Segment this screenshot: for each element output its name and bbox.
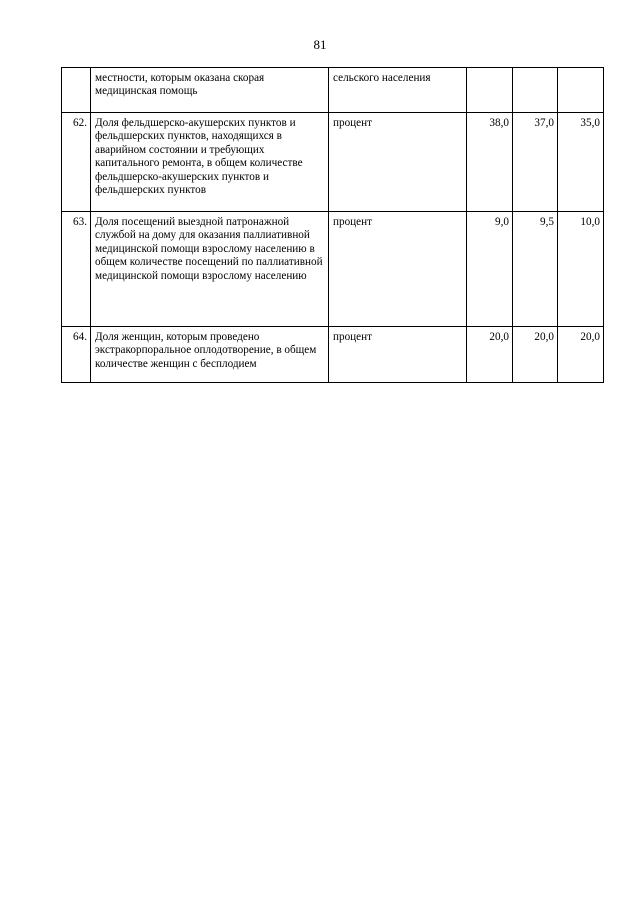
- value-year-1: 38,0: [467, 113, 513, 212]
- value-year-3: 35,0: [558, 113, 604, 212]
- value-year-3: [558, 68, 604, 113]
- row-number: 62.: [62, 113, 91, 212]
- unit-cell: процент: [329, 327, 467, 383]
- value-year-3: 10,0: [558, 212, 604, 327]
- value-year-1: 9,0: [467, 212, 513, 327]
- unit-cell: процент: [329, 212, 467, 327]
- page-number: 81: [313, 37, 327, 52]
- value-year-2: 37,0: [513, 113, 558, 212]
- value-year-1: [467, 68, 513, 113]
- table-row: [62, 113, 604, 212]
- unit-cell: процент: [329, 113, 467, 212]
- row-number: [62, 68, 91, 113]
- indicator-name: местности, которым оказана скорая медицинская помощь: [91, 68, 329, 113]
- value-year-1: 20,0: [467, 327, 513, 383]
- row-number: 64.: [62, 327, 91, 383]
- unit-cell: сельского населения: [329, 68, 467, 113]
- value-year-2: [513, 68, 558, 113]
- value-year-2: 20,0: [513, 327, 558, 383]
- indicator-name: Доля женщин, которым проведено экстракорпоральное оплодотворение, в общем количестве женщин с бесплодием: [91, 327, 329, 383]
- value-year-3: 20,0: [558, 327, 604, 383]
- table-row: [62, 327, 604, 383]
- table-row: [62, 212, 604, 327]
- indicators-table: [61, 67, 604, 383]
- value-year-2: 9,5: [513, 212, 558, 327]
- indicator-name: Доля посещений выездной патронажной службой на дому для оказания паллиативной медицинской помощи взрослому населению в общем количестве посещений по паллиативной медицинской помощи взрослому населению: [91, 212, 329, 327]
- row-number: 63.: [62, 212, 91, 327]
- indicator-name: Доля фельдшерско-акушерских пунктов и фельдшерских пунктов, находящихся в аварийном состоянии и требующих капитального ремонта, в общем количестве фельдшерско-акушерских пунктов и фельдшерских пунктов: [91, 113, 329, 212]
- table-row: [62, 68, 604, 113]
